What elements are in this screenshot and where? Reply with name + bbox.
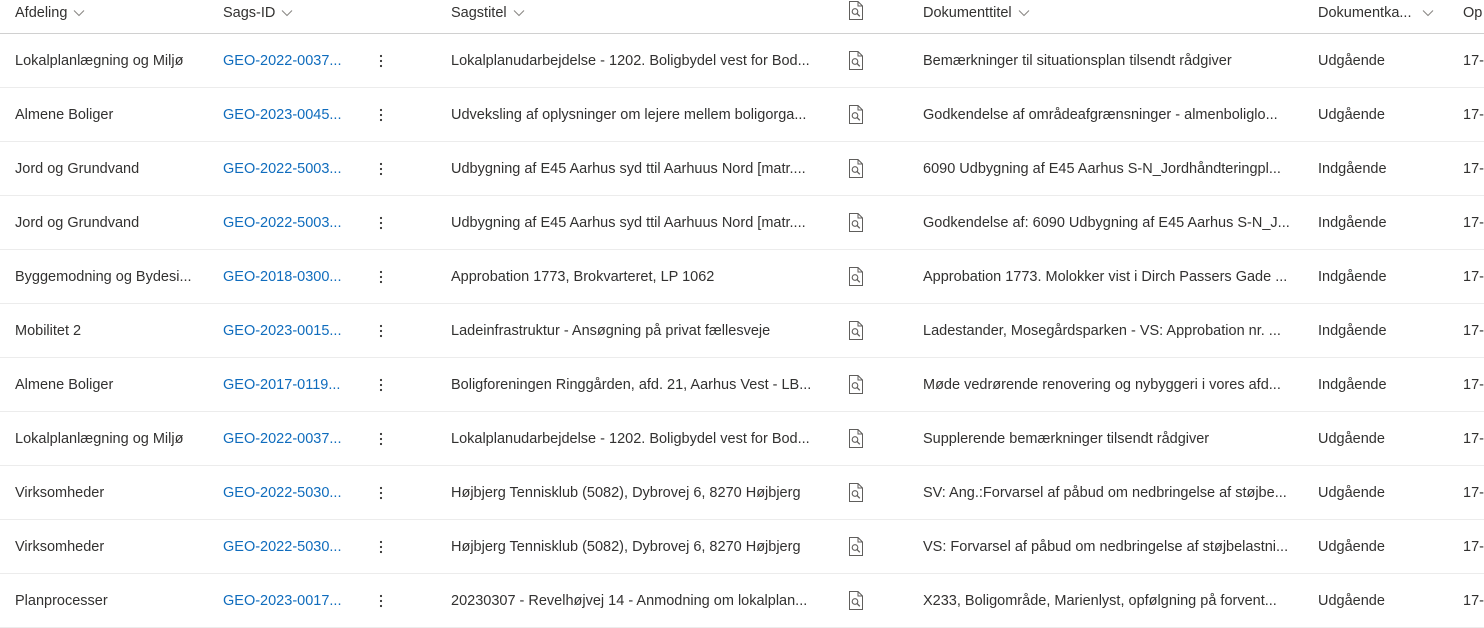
sagstitel-text: Udbygning af E45 Aarhus syd ttil Aarhuus Nord [matr....: [451, 160, 806, 177]
dokumenttitel-text: SV: Ang.:Forvarsel af påbud om nedbringelse af støjbe...: [923, 484, 1287, 501]
sags-id-link[interactable]: GEO-2023-0045...: [223, 106, 342, 123]
cell-dokumenttitel: [923, 88, 1295, 141]
dokumentkategori-text: Indgående: [1318, 214, 1387, 231]
more-vertical-icon[interactable]: [371, 100, 391, 130]
cell-dokumentkategori: [1318, 250, 1448, 303]
sags-id-link[interactable]: GEO-2018-0300...: [223, 268, 342, 285]
column-header-label: Dokumenttitel: [923, 4, 1012, 21]
cell-oprettet: [1463, 250, 1484, 303]
more-vertical-icon[interactable]: [371, 532, 391, 562]
more-vertical-icon[interactable]: [371, 370, 391, 400]
more-vertical-icon[interactable]: [371, 262, 391, 292]
cell-afdeling: [15, 250, 205, 303]
cell-sags-id: [223, 34, 345, 87]
dokumenttitel-text: Supplerende bemærkninger tilsendt rådgiver: [923, 430, 1210, 447]
column-header-row: [0, 0, 1484, 34]
dokumenttitel-text: Approbation 1773. Molokker vist i Dirch Passers Gade ...: [923, 268, 1288, 285]
sags-id-link[interactable]: GEO-2022-5003...: [223, 160, 342, 177]
cell-dokumentkategori: [1318, 196, 1448, 249]
afdeling-text: Lokalplanlægning og Miljø: [15, 52, 184, 69]
afdeling-text: Virksomheder: [15, 538, 105, 555]
table-row[interactable]: [0, 304, 1484, 358]
oprettet-text: 17-: [1463, 106, 1484, 123]
cell-oprettet: [1463, 88, 1484, 141]
cell-afdeling: [15, 34, 205, 87]
oprettet-text: 17-: [1463, 160, 1484, 177]
dokumenttitel-text: VS: Forvarsel af påbud om nedbringelse af støjbelastni...: [923, 538, 1289, 555]
dokumenttitel-text: Møde vedrørende renovering og nybyggeri i vores afd...: [923, 376, 1281, 393]
cell-more: [371, 466, 391, 519]
afdeling-text: Almene Boliger: [15, 106, 114, 123]
more-vertical-icon[interactable]: [371, 154, 391, 184]
sags-id-link[interactable]: GEO-2023-0017...: [223, 592, 342, 609]
sagstitel-text: Boligforeningen Ringgården, afd. 21, Aarhus Vest - LB...: [451, 376, 812, 393]
cell-sagstitel: [451, 142, 823, 195]
cell-sags-id: [223, 250, 345, 303]
cell-dokumentkategori: [1318, 574, 1448, 627]
oprettet-text: 17-: [1463, 376, 1484, 393]
cell-sags-id: [223, 304, 345, 357]
column-header-label: Sagstitel: [451, 4, 507, 21]
document-search-icon: [848, 1, 864, 24]
cell-sags-id: [223, 142, 345, 195]
afdeling-text: Mobilitet 2: [15, 322, 82, 339]
cell-sagstitel: [451, 34, 823, 87]
table-row[interactable]: [0, 142, 1484, 196]
cell-dokumentkategori: [1318, 466, 1448, 519]
document-search-icon[interactable]: [848, 321, 864, 340]
cell-more: [371, 34, 391, 87]
dokumentkategori-text: Udgående: [1318, 430, 1385, 447]
oprettet-text: 17-: [1463, 430, 1484, 447]
cell-preview: [845, 466, 867, 519]
afdeling-text: Jord og Grundvand: [15, 160, 140, 177]
cell-preview: [845, 88, 867, 141]
more-vertical-icon[interactable]: [371, 424, 391, 454]
cell-dokumentkategori: [1318, 142, 1448, 195]
oprettet-text: 17-: [1463, 52, 1484, 69]
sagstitel-text: Lokalplanudarbejdelse - 1202. Boligbydel vest for Bod...: [451, 52, 810, 69]
document-search-icon[interactable]: [848, 537, 864, 556]
cell-more: [371, 574, 391, 627]
cell-afdeling: [15, 142, 205, 195]
column-header-label: Op: [1463, 4, 1483, 21]
sagstitel-text: Højbjerg Tennisklub (5082), Dybrovej 6, 8270 Højbjerg: [451, 538, 801, 555]
chevron-down-icon[interactable]: [1018, 9, 1030, 17]
cell-afdeling: [15, 520, 205, 573]
sags-id-link[interactable]: GEO-2022-5030...: [223, 538, 342, 555]
cell-preview: [845, 520, 867, 573]
afdeling-text: Virksomheder: [15, 484, 105, 501]
cell-afdeling: [15, 196, 205, 249]
sags-id-link[interactable]: GEO-2023-0015...: [223, 322, 342, 339]
sagstitel-text: Lokalplanudarbejdelse - 1202. Boligbydel vest for Bod...: [451, 430, 810, 447]
column-header-sags-id[interactable]: [223, 0, 345, 25]
cell-sagstitel: [451, 304, 823, 357]
table-row[interactable]: [0, 358, 1484, 412]
cell-oprettet: [1463, 412, 1484, 465]
document-search-icon[interactable]: [848, 375, 864, 394]
document-search-icon[interactable]: [848, 591, 864, 610]
sags-id-link[interactable]: GEO-2022-5030...: [223, 484, 342, 501]
cell-preview: [845, 304, 867, 357]
cell-dokumenttitel: [923, 196, 1295, 249]
cell-oprettet: [1463, 358, 1484, 411]
chevron-down-icon[interactable]: [513, 9, 525, 17]
cell-afdeling: [15, 88, 205, 141]
cell-sagstitel: [451, 358, 823, 411]
cell-more: [371, 142, 391, 195]
cell-oprettet: [1463, 466, 1484, 519]
cell-sagstitel: [451, 196, 823, 249]
cell-more: [371, 250, 391, 303]
cell-dokumentkategori: [1318, 304, 1448, 357]
dokumenttitel-text: X233, Boligområde, Marienlyst, opfølgning på forvent...: [923, 592, 1277, 609]
cell-more: [371, 358, 391, 411]
sags-id-link[interactable]: GEO-2017-0119...: [223, 376, 341, 393]
cell-sags-id: [223, 520, 345, 573]
table-row[interactable]: [0, 34, 1484, 88]
sagstitel-text: Approbation 1773, Brokvarteret, LP 1062: [451, 268, 715, 285]
table-row[interactable]: [0, 466, 1484, 520]
afdeling-text: Planprocesser: [15, 592, 108, 609]
document-search-icon[interactable]: [848, 51, 864, 70]
dokumentkategori-text: Udgående: [1318, 592, 1385, 609]
cell-dokumenttitel: [923, 412, 1295, 465]
document-search-icon[interactable]: [848, 213, 864, 232]
cell-sagstitel: [451, 412, 823, 465]
column-header-afdeling[interactable]: [15, 0, 205, 25]
cell-oprettet: [1463, 142, 1484, 195]
dokumentkategori-text: Udgående: [1318, 52, 1385, 69]
cell-sags-id: [223, 412, 345, 465]
sags-id-link[interactable]: GEO-2022-5003...: [223, 214, 342, 231]
cell-more: [371, 196, 391, 249]
chevron-down-icon[interactable]: [281, 9, 293, 17]
column-header-label: Sags-ID: [223, 4, 276, 21]
more-vertical-icon[interactable]: [371, 208, 391, 238]
cell-preview: [845, 412, 867, 465]
dokumentkategori-text: Indgående: [1318, 160, 1387, 177]
oprettet-text: 17-: [1463, 322, 1484, 339]
cell-sagstitel: [451, 466, 823, 519]
sagstitel-text: Udveksling af oplysninger om lejere mellem boligorga...: [451, 106, 807, 123]
cell-oprettet: [1463, 520, 1484, 573]
dokumentkategori-text: Indgående: [1318, 376, 1387, 393]
table-row[interactable]: [0, 574, 1484, 628]
cell-sags-id: [223, 574, 345, 627]
more-vertical-icon[interactable]: [371, 586, 391, 616]
cell-preview: [845, 250, 867, 303]
column-header-label: Afdeling: [15, 4, 68, 21]
oprettet-text: 17-: [1463, 592, 1484, 609]
document-search-icon[interactable]: [848, 159, 864, 178]
cell-dokumentkategori: [1318, 34, 1448, 87]
document-search-icon[interactable]: [848, 429, 864, 448]
oprettet-text: 17-: [1463, 268, 1484, 285]
column-header-dokumenttitel[interactable]: [923, 0, 1295, 25]
dokumenttitel-text: Godkendelse af: 6090 Udbygning af E45 Aarhus S-N_J...: [923, 214, 1290, 231]
dokumentkategori-text: Indgående: [1318, 268, 1387, 285]
more-vertical-icon[interactable]: [371, 46, 391, 76]
cell-afdeling: [15, 412, 205, 465]
cell-dokumenttitel: [923, 358, 1295, 411]
dokumenttitel-text: Bemærkninger til situationsplan tilsendt rådgiver: [923, 52, 1232, 69]
cell-dokumenttitel: [923, 574, 1295, 627]
oprettet-text: 17-: [1463, 538, 1484, 555]
cell-sags-id: [223, 88, 345, 141]
afdeling-text: Lokalplanlægning og Miljø: [15, 430, 184, 447]
afdeling-text: Jord og Grundvand: [15, 214, 140, 231]
cell-dokumenttitel: [923, 34, 1295, 87]
table-row[interactable]: [0, 412, 1484, 466]
cell-sags-id: [223, 196, 345, 249]
sags-id-link[interactable]: GEO-2022-0037...: [223, 52, 342, 69]
cell-dokumenttitel: [923, 466, 1295, 519]
cell-dokumentkategori: [1318, 88, 1448, 141]
column-header-oprettet[interactable]: [1463, 0, 1484, 25]
dokumenttitel-text: 6090 Udbygning af E45 Aarhus S-N_Jordhåndteringpl...: [923, 160, 1281, 177]
cell-preview: [845, 358, 867, 411]
cell-preview: [845, 34, 867, 87]
column-header-dokumentkategori[interactable]: [1318, 0, 1448, 25]
table-row[interactable]: [0, 88, 1484, 142]
column-header-preview[interactable]: [845, 0, 867, 25]
cell-dokumenttitel: [923, 304, 1295, 357]
cell-sags-id: [223, 466, 345, 519]
oprettet-text: 17-: [1463, 214, 1484, 231]
cell-preview: [845, 142, 867, 195]
more-vertical-icon[interactable]: [371, 316, 391, 346]
more-vertical-icon[interactable]: [371, 478, 391, 508]
cell-dokumenttitel: [923, 520, 1295, 573]
table-row[interactable]: [0, 520, 1484, 574]
sags-id-link[interactable]: GEO-2022-0037...: [223, 430, 342, 447]
document-search-icon[interactable]: [848, 267, 864, 286]
cell-sagstitel: [451, 520, 823, 573]
afdeling-text: Almene Boliger: [15, 376, 114, 393]
table-row[interactable]: [0, 196, 1484, 250]
sagstitel-text: Højbjerg Tennisklub (5082), Dybrovej 6, 8270 Højbjerg: [451, 484, 801, 501]
cell-dokumentkategori: [1318, 412, 1448, 465]
cell-oprettet: [1463, 304, 1484, 357]
cell-dokumentkategori: [1318, 358, 1448, 411]
cell-oprettet: [1463, 34, 1484, 87]
cell-dokumentkategori: [1318, 520, 1448, 573]
dokumentkategori-text: Udgående: [1318, 484, 1385, 501]
cell-dokumenttitel: [923, 142, 1295, 195]
cell-sagstitel: [451, 88, 823, 141]
cell-more: [371, 88, 391, 141]
cell-oprettet: [1463, 574, 1484, 627]
cell-more: [371, 412, 391, 465]
cell-dokumenttitel: [923, 250, 1295, 303]
cell-oprettet: [1463, 196, 1484, 249]
cell-more: [371, 304, 391, 357]
table-row[interactable]: [0, 250, 1484, 304]
dokumentkategori-text: Indgående: [1318, 322, 1387, 339]
cell-sagstitel: [451, 250, 823, 303]
document-search-icon[interactable]: [848, 483, 864, 502]
cell-preview: [845, 196, 867, 249]
cell-afdeling: [15, 358, 205, 411]
cell-more: [371, 520, 391, 573]
oprettet-text: 17-: [1463, 484, 1484, 501]
sagstitel-text: Ladeinfrastruktur - Ansøgning på privat fællesveje: [451, 322, 771, 339]
sagstitel-text: Udbygning af E45 Aarhus syd ttil Aarhuus Nord [matr....: [451, 214, 806, 231]
cell-afdeling: [15, 574, 205, 627]
dokumentkategori-text: Udgående: [1318, 106, 1385, 123]
cell-preview: [845, 574, 867, 627]
afdeling-text: Byggemodning og Bydesi...: [15, 268, 192, 285]
column-header-label: Dokumentka...: [1318, 4, 1412, 21]
dokumenttitel-text: Godkendelse af områdeafgrænsninger - almenboliglo...: [923, 106, 1278, 123]
dokumentkategori-text: Udgående: [1318, 538, 1385, 555]
cell-sags-id: [223, 358, 345, 411]
dokumenttitel-text: Ladestander, Mosegårdsparken - VS: Approbation nr. ...: [923, 322, 1281, 339]
cell-afdeling: [15, 304, 205, 357]
sagstitel-text: 20230307 - Revelhøjvej 14 - Anmodning om lokalplan...: [451, 592, 808, 609]
chevron-down-icon[interactable]: [73, 9, 85, 17]
document-search-icon[interactable]: [848, 105, 864, 124]
cell-afdeling: [15, 466, 205, 519]
chevron-down-icon[interactable]: [1422, 9, 1434, 17]
cell-sagstitel: [451, 574, 823, 627]
column-header-sagstitel[interactable]: [451, 0, 823, 25]
